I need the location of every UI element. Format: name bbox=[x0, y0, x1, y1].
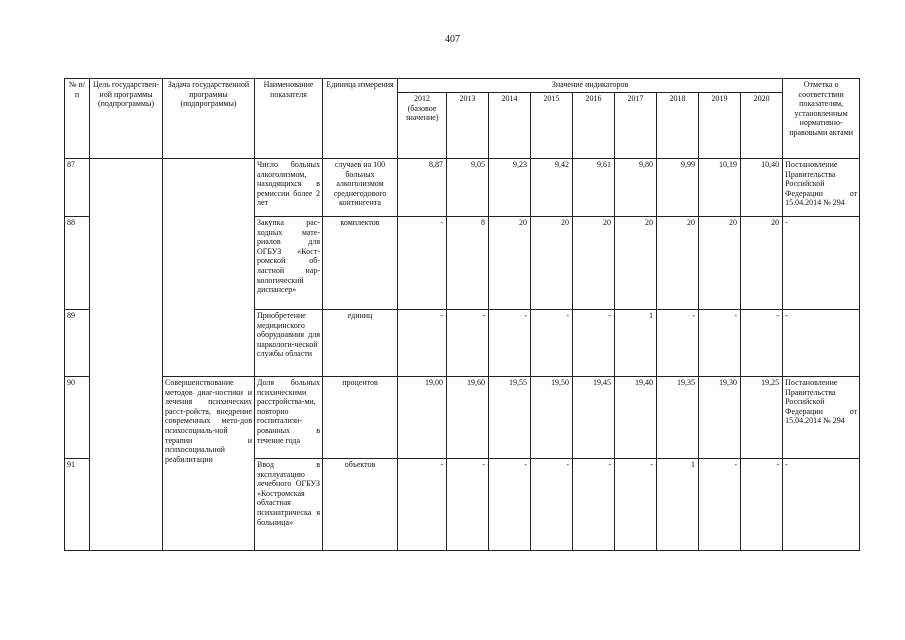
header-goal: Цель государствен-ной программы (подпрограммы) bbox=[90, 79, 163, 159]
header-year: 2017 bbox=[615, 93, 657, 159]
value-cell: 9,23 bbox=[489, 159, 531, 217]
header-year: 2012 (базовое значение) bbox=[398, 93, 447, 159]
value-cell: - bbox=[741, 310, 783, 377]
header-year: 2016 bbox=[573, 93, 615, 159]
value-cell: 20 bbox=[573, 217, 615, 310]
goal-cell bbox=[90, 159, 163, 551]
value-cell: 19,45 bbox=[573, 377, 615, 459]
header-values-group: Значение индикаторов bbox=[398, 79, 783, 93]
value-cell: 20 bbox=[699, 217, 741, 310]
value-cell: 9,99 bbox=[657, 159, 699, 217]
value-cell: 9,61 bbox=[573, 159, 615, 217]
unit-cell: случаев на 100 больных алкоголизмом среднегодового контингента bbox=[323, 159, 398, 217]
unit-cell: объектов bbox=[323, 459, 398, 551]
value-cell: - bbox=[398, 217, 447, 310]
header-year: 2019 bbox=[699, 93, 741, 159]
table-row bbox=[65, 159, 860, 217]
value-cell: 19,35 bbox=[657, 377, 699, 459]
value-cell: 10,40 bbox=[741, 159, 783, 217]
header-year: 2013 bbox=[447, 93, 489, 159]
value-cell: - bbox=[699, 310, 741, 377]
unit-cell: единиц bbox=[323, 310, 398, 377]
value-cell: - bbox=[489, 459, 531, 551]
header-year: 2015 bbox=[531, 93, 573, 159]
header-unit: Единица измерения bbox=[323, 79, 398, 159]
indicator-cell: Доля больных психическими расстройства-ми, повторно госпитализи-рованных в течение года bbox=[255, 377, 323, 459]
note-cell: - bbox=[783, 217, 860, 310]
note-cell: Постановление Правительства Российской Федерации от 15.04.2014 № 294 bbox=[783, 377, 860, 459]
row-num: 91 bbox=[65, 459, 90, 551]
indicator-cell: Ввод в эксплуатацию лечебного ОГБУЗ «Костромская областная психиатрическа я больница» bbox=[255, 459, 323, 551]
unit-cell: процентов bbox=[323, 377, 398, 459]
value-cell: - bbox=[741, 459, 783, 551]
value-cell: 9,42 bbox=[531, 159, 573, 217]
value-cell: - bbox=[699, 459, 741, 551]
row-num: 90 bbox=[65, 377, 90, 459]
page-number: 407 bbox=[445, 34, 460, 45]
header-row-1 bbox=[65, 79, 860, 93]
note-cell: - bbox=[783, 310, 860, 377]
value-cell: - bbox=[573, 459, 615, 551]
value-cell: - bbox=[447, 310, 489, 377]
value-cell: 20 bbox=[741, 217, 783, 310]
header-year: 2018 bbox=[657, 93, 699, 159]
value-cell: - bbox=[657, 310, 699, 377]
value-cell: 9,05 bbox=[447, 159, 489, 217]
header-task: Задача государственной программы (подпрограммы) bbox=[163, 79, 255, 159]
task-cell: Совершенствование методов диаг-ностики и лечения психических расст-ройств, внедрение современных мето-дов психосоциаль-ной терапии и психосоциальной реабилитации bbox=[163, 377, 255, 551]
value-cell: 9,80 bbox=[615, 159, 657, 217]
value-cell: 20 bbox=[531, 217, 573, 310]
header-year: 2014 bbox=[489, 93, 531, 159]
value-cell: 20 bbox=[657, 217, 699, 310]
value-cell: 10,19 bbox=[699, 159, 741, 217]
unit-cell: комплектов bbox=[323, 217, 398, 310]
header-note: Отметка о соответствии показателям, установленным нормативно-правовыми актами bbox=[783, 79, 860, 159]
task-cell-empty bbox=[163, 159, 255, 377]
header-indicator: Наименование показателя bbox=[255, 79, 323, 159]
value-cell: 8,87 bbox=[398, 159, 447, 217]
header-year: 2020 bbox=[741, 93, 783, 159]
indicators-table bbox=[64, 78, 860, 551]
header-num: № п/п bbox=[65, 79, 90, 159]
row-num: 87 bbox=[65, 159, 90, 217]
row-num: 89 bbox=[65, 310, 90, 377]
value-cell: - bbox=[447, 459, 489, 551]
indicator-cell: Закупка рас-ходных мате-риалов для ОГБУЗ «Кост-ромской об-ластной нар-кологический диспансер» bbox=[255, 217, 323, 310]
row-num: 88 bbox=[65, 217, 90, 310]
indicator-cell: Приобретение медицинского оборудоавния для наркологи-ческой службы области bbox=[255, 310, 323, 377]
value-cell: 19,30 bbox=[699, 377, 741, 459]
note-cell: Постановление Правительства Российской Федерации от 15.04.2014 № 294 bbox=[783, 159, 860, 217]
value-cell: - bbox=[615, 459, 657, 551]
value-cell: 1 bbox=[657, 459, 699, 551]
note-cell: - bbox=[783, 459, 860, 551]
value-cell: 19,25 bbox=[741, 377, 783, 459]
value-cell: 19,40 bbox=[615, 377, 657, 459]
value-cell: 19,00 bbox=[398, 377, 447, 459]
value-cell: - bbox=[398, 310, 447, 377]
indicator-cell: Число больных алкоголизмом, находящихся в ремиссии более 2 лет bbox=[255, 159, 323, 217]
value-cell: - bbox=[531, 310, 573, 377]
value-cell: 20 bbox=[615, 217, 657, 310]
value-cell: - bbox=[531, 459, 573, 551]
value-cell: 20 bbox=[489, 217, 531, 310]
table-row bbox=[65, 377, 860, 459]
value-cell: - bbox=[573, 310, 615, 377]
value-cell: - bbox=[489, 310, 531, 377]
value-cell: - bbox=[398, 459, 447, 551]
value-cell: 19,55 bbox=[489, 377, 531, 459]
value-cell: 1 bbox=[615, 310, 657, 377]
value-cell: 19,60 bbox=[447, 377, 489, 459]
value-cell: 8 bbox=[447, 217, 489, 310]
value-cell: 19,50 bbox=[531, 377, 573, 459]
